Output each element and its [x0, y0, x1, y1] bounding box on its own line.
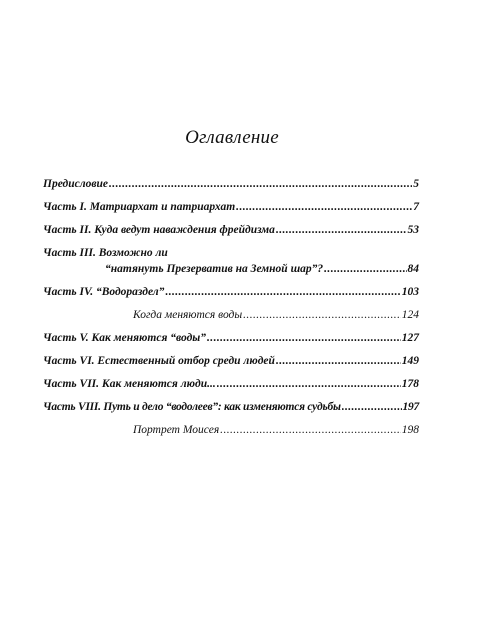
dot-leader: [220, 423, 401, 437]
toc-entry-part-4[interactable]: [43, 285, 419, 299]
toc-entry-label: Часть IV. “Водораздел”: [43, 286, 165, 298]
table-of-contents: [43, 177, 419, 437]
toc-entry-moses-portrait[interactable]: [43, 423, 419, 437]
toc-entry-page: 178: [401, 378, 419, 390]
toc-entry-part-3[interactable]: [43, 246, 419, 276]
toc-entry-label: Часть I. Матриархат и патриархат: [43, 201, 236, 213]
dot-leader: [109, 177, 412, 191]
toc-entry-label: Когда меняются воды: [133, 309, 243, 321]
toc-entry-page: 124: [401, 309, 419, 321]
toc-entry-page: 5: [413, 178, 419, 190]
toc-entry-part-2[interactable]: [43, 223, 419, 237]
dot-leader: [324, 262, 406, 276]
dot-leader: [236, 200, 412, 214]
toc-entry-part-1[interactable]: [43, 200, 419, 214]
toc-entry-part-5[interactable]: [43, 331, 419, 345]
toc-entry-label: Предисловие: [43, 178, 109, 190]
toc-entry-part-7[interactable]: [43, 377, 419, 391]
toc-entry-label: Часть VIII. Путь и дело “водолеев”: как изменяются судьбы: [43, 401, 341, 413]
toc-entry-part-6[interactable]: [43, 354, 419, 368]
dot-leader: [165, 285, 400, 299]
toc-entry-label: “натянуть Презерватив на Земной шар”?: [105, 263, 324, 275]
toc-entry-page: 149: [401, 355, 419, 367]
toc-title: Оглавление: [185, 127, 279, 148]
toc-entry-label: Часть II. Куда ведут наваждения фрейдизма: [43, 224, 275, 236]
toc-entry-label: Часть VII. Как меняются люди...: [43, 378, 216, 390]
dot-leader: [342, 400, 402, 414]
dot-leader: [207, 331, 401, 345]
toc-entry-page: 84: [407, 263, 419, 275]
toc-entry-when-waters-change[interactable]: [43, 308, 419, 322]
toc-entry-page: 198: [401, 424, 419, 436]
toc-entry-page: 53: [407, 224, 419, 236]
toc-entry-page: 103: [401, 286, 419, 298]
dot-leader: [276, 354, 401, 368]
toc-entry-page: 7: [413, 201, 419, 213]
dot-leader: [276, 223, 407, 237]
toc-entry-part-8[interactable]: [43, 400, 419, 414]
toc-entry-label: Часть VI. Естественный отбор среди людей: [43, 355, 275, 367]
dot-leader: [243, 308, 401, 322]
toc-entry-page: 197: [402, 401, 419, 413]
toc-entry-label: Портрет Моисея: [133, 424, 220, 436]
toc-entry-label-line1: Часть III. Возможно ли: [43, 247, 168, 259]
toc-entry-page: 127: [401, 332, 419, 344]
toc-entry-preface[interactable]: [43, 177, 419, 191]
toc-entry-label: Часть V. Как меняются “воды”: [43, 332, 207, 344]
dot-leader: [217, 377, 401, 391]
